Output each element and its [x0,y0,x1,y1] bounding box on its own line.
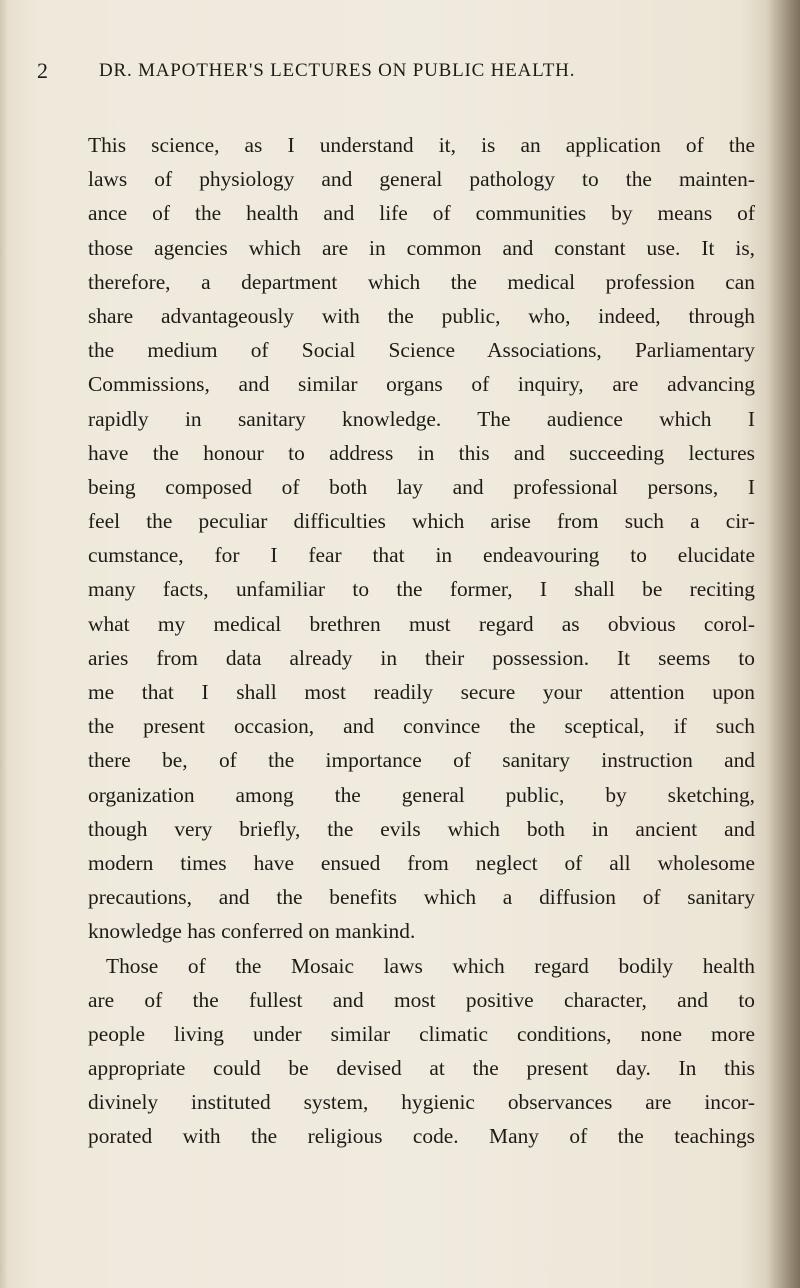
text-line-paragraph-start: Those of the Mosaic laws which regard bodily health [106,953,755,978]
text-line: have the honour to address in this and succeeding lectures [88,440,755,465]
text-line: Commissions, and similar organs of inquiry, are advancing [88,372,755,397]
text-line-paragraph-end: knowledge has conferred on mankind. [88,919,416,944]
text-line: This science, as I understand it, is an application of the [88,133,755,157]
page-left-shadow [0,0,8,1288]
body-text [88,128,768,1154]
text-line: divinely instituted system, hygienic observances are incor- [88,1090,755,1115]
text-line: therefore, a department which the medical profession can [88,269,755,294]
text-line: organization among the general public, by sketching, [88,782,755,807]
text-line: precautions, and the benefits which a diffusion of sanitary [88,885,755,910]
page-gutter-shadow [766,0,800,1288]
text-line: porated with the religious code. Many of the teachings [88,1124,755,1149]
text-line: what my medical brethren must regard as obvious corol- [88,611,755,636]
text-line: the medium of Social Science Associations, Parliamentary [88,338,755,363]
running-head: DR. MAPOTHER'S LECTURES ON PUBLIC HEALTH. [99,60,576,81]
text-line: me that I shall most readily secure your attention upon [88,680,755,704]
text-line: the present occasion, and convince the sceptical, if such [88,714,755,739]
text-line: feel the peculiar difficulties which arise from such a cir- [88,509,755,534]
text-line: there be, of the importance of sanitary instruction and [88,748,755,773]
text-line: people living under similar climatic conditions, none more [88,1021,755,1046]
text-line: ance of the health and life of communities by means of [88,201,755,226]
text-line: aries from data already in their possession. It seems to [88,645,755,670]
text-line: share advantageously with the public, who, indeed, through [88,303,755,328]
text-line: being composed of both lay and professional persons, I [88,474,755,499]
text-line: are of the fullest and most positive character, and to [88,987,755,1012]
page-number: 2 [37,58,49,83]
text-line: rapidly in sanitary knowledge. The audience which I [88,406,755,431]
text-line: many facts, unfamiliar to the former, I shall be reciting [88,577,755,602]
text-line: though very briefly, the evils which both in ancient and [88,816,755,841]
page-header [37,58,737,90]
text-line: appropriate could be devised at the present day. In this [88,1056,755,1081]
text-line: modern times have ensued from neglect of all wholesome [88,850,755,875]
text-line: cumstance, for I fear that in endeavouring to elucidate [88,543,755,568]
text-line: laws of physiology and general pathology to the mainten- [88,167,755,192]
text-line: those agencies which are in common and constant use. It is, [88,235,755,260]
